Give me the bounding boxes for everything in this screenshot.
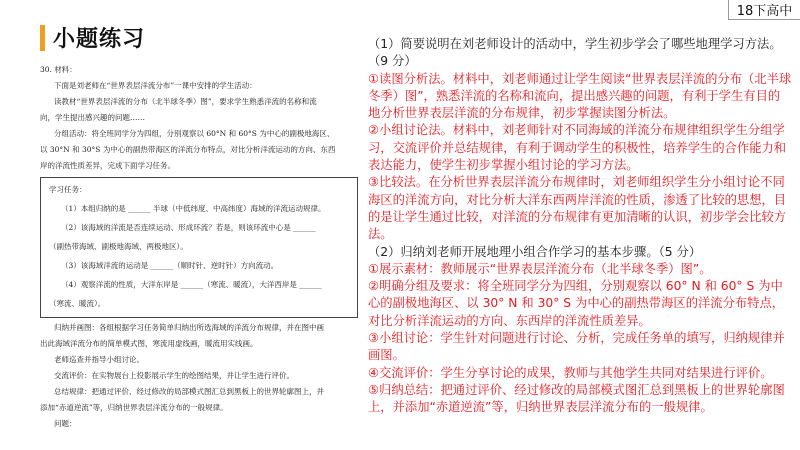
doc-line: 读教材“世界表层洋流的分布（北半球冬季）图”，要求学生熟悉洋流的名称和流 (54, 97, 317, 106)
answer-2-item: ②明确分组及要求：将全班同学分为四组，分别观察以 60° N 和 60° S 为中心的副极地海区、以 30° N 和 30° S 为中心的副热带海区的洋流分布特点，对比分析洋流运动的方向、东西岸的洋流性质差异。 (368, 279, 785, 328)
answer-2-item: ③小组讨论：学生针对问题进行讨论、分析，完成任务单的填写，归纳规律并画图。 (368, 331, 785, 363)
doc-line: 添加“赤道逆流”等，归纳世界表层洋流分布的一般规律。 (40, 403, 228, 412)
page-title: 小题练习 (53, 27, 146, 52)
doc-line: 岸的洋流性质差异，完成下面学习任务。 (40, 161, 175, 170)
source-document (40, 62, 360, 448)
answer-2-item: ⑤归纳总结：把通过评价、经过修改的局部模式图汇总到黑板上的世界轮廓图上，并添加“赤道逆流”等，归纳世界表层洋流分布的一般规律。 (368, 382, 785, 415)
task-item: （寒流、暖流）。 (49, 299, 106, 308)
task-item: （1）本组归纳的是 ______ 半球（中低纬度、中高纬度）海域的洋流运动规律。 (61, 204, 326, 213)
question-1: （1）简要说明在刘老师设计的活动中，学生初步学会了哪些地理学习方法。（9 分） (368, 37, 782, 69)
doc-line: 30. 材料： (40, 65, 77, 74)
doc-line: 分组活动：将全班同学分为四组，分别观察以 60°N 和 60°S 为中心的副极地海区、 (54, 129, 335, 138)
doc-line: 出此海域洋流分布的简单模式图，寒流用虚线画，暖流用实线画。 (40, 339, 258, 348)
task-title: 学习任务： (49, 185, 87, 194)
doc-line: 以 30°N 和 30°S 为中心的副热带海区的洋流分布特点，对比分析洋流运动的方向、东西 (40, 145, 336, 154)
task-item: （4）观察洋流的性质，大洋东岸是 ______（寒流、暖流），大洋西岸是 ______ (61, 280, 322, 289)
doc-line: 老师巡查并指导小组讨论。 (54, 355, 144, 364)
doc-line: 下面是刘老师在“世界表层洋流分布”一课中安排的学生活动： (54, 81, 257, 90)
answer-1-item: ③比较法。在分析世界表层洋流分布规律时，刘老师组织学生分小组讨论不同海区的洋流方向，对比分析大洋东西两岸洋流的性质，渗透了比较的思想，目的是让学生通过比较，对洋流的分布规律有更加清晰的认识，初步学会比较方法。 (368, 175, 787, 242)
task-item: （2）该海域的洋流是否连续运动、形成环流？若是，则该环流中心是 ______ (61, 223, 316, 232)
question-2: （2）归纳刘老师开展地理小组合作学习的基本步骤。（5 分） (368, 244, 702, 259)
doc-line: 问题： (54, 419, 77, 428)
answer-panel (368, 36, 792, 448)
title-accent-bar (40, 25, 45, 51)
doc-line: 向，学生提出感兴趣的问题…… (40, 113, 145, 122)
doc-line: 总结规律：把通过评价、经过修改的局部模式图汇总到黑板上的世界轮廓图上，并 (54, 387, 324, 396)
answer-1-item: ②小组讨论法。材料中，刘老师针对不同海域的洋流分布规律组织学生分组学习，交流评价并总结规律，有利于调动学生的积极性，培养学生的合作能力和表达能力，使学生初步掌握小组讨论的学习方法。 (368, 123, 787, 173)
answer-1-item: ①读图分析法。材料中，刘老师通过让学生阅读“世界表层洋流的分布（北半球冬季）图”，熟悉洋流的名称和流向，提出感兴趣的问题，有利于学生有目的地分析世界表层洋流的分布规律，初步掌握读图分析法。 (368, 71, 792, 121)
task-item: （副热带海域、副极地海域、两极地区）。 (49, 242, 188, 251)
answer-2-item: ①展示素材：教师展示“世界表层洋流分布（北半球冬季）图”。 (368, 261, 712, 276)
title-bar (40, 22, 145, 53)
task-box (40, 177, 358, 318)
doc-line: 归纳并画图：各组根据学习任务简单归纳出所选海域的洋流分布规律，并在图中画 (54, 323, 324, 332)
corner-tag: 18下高中 (728, 0, 800, 20)
doc-line: 交流评价：在实物展台上投影展示学生的绘图结果，并让学生进行评价。 (54, 371, 294, 380)
answer-2-item: ④交流评价：学生分享讨论的成果，教师与其他学生共同对结果进行评价。 (368, 365, 773, 380)
task-item: （3）该海域洋流的运动是 ______（顺时针、逆时针）方向流动。 (61, 261, 279, 270)
